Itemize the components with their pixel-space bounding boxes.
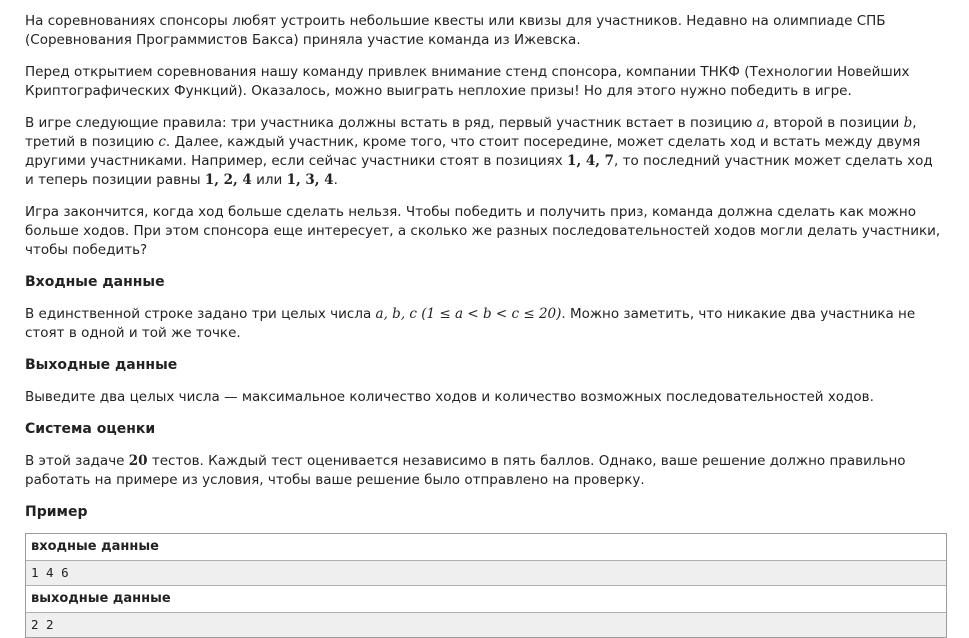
input-text-1: В единственной строке задано три целых числа — [25, 306, 376, 322]
rules-text-5: , то последний участник может сделать ход и теперь позиции равны — [25, 153, 933, 188]
example-output-title: выходные данные — [26, 586, 946, 613]
input-text-2: . Можно заметить, что никакие два участника не стоят в одной и той же точке. — [25, 306, 916, 341]
scoring-paragraph — [25, 452, 945, 490]
tests-count: 20 — [128, 453, 148, 469]
var-b: b — [903, 115, 913, 131]
rules-text-1: В игре следующие правила: три участника должны встать в ряд, первый участник встает в позицию — [25, 115, 757, 131]
scoring-text-2: тестов. Каждый тест оценивается независимо в пять баллов. Однако, ваше решение должно правильно работать на примере из условия, чтобы ваше решение было отправлено на проверку. — [25, 453, 906, 488]
input-vars: a, b, c — [375, 306, 417, 322]
var-c: c — [158, 134, 166, 150]
input-heading: Входные данные — [25, 274, 165, 290]
example-input-value[interactable]: 1 4 6 — [26, 561, 946, 586]
rules-text-3: , третий в позицию — [25, 115, 917, 150]
rules-text-2: , второй в позиции — [764, 115, 904, 131]
goal-paragraph: Игра закончится, когда ход больше сделать нельзя. Чтобы победить и получить приз, команда должна сделать как можно больше ходов. При этом спонсора еще интересует, а сколько же разных последовательностей ходов могли делать участники, чтобы победить? — [25, 204, 941, 258]
output-heading: Выходные данные — [25, 357, 178, 373]
positions-example-2: 1, 2, 4 — [204, 172, 252, 188]
scoring-text-1: В этой задаче — [25, 453, 129, 469]
input-constraint: (1 ≤ a < b < c ≤ 20) — [421, 306, 562, 322]
example-box — [25, 533, 947, 638]
rules-text-7: . — [333, 172, 338, 188]
positions-example-3: 1, 3, 4 — [286, 172, 334, 188]
sponsor-paragraph: Перед открытием соревнования нашу команду привлек внимание стенд спонсора, компании ТНКФ (Технологии Новейших Криптографических Функций). Оказалось, можно выиграть неплохие призы! Но для этого нужно победить в игре. — [25, 64, 910, 99]
output-paragraph: Выведите два целых числа — максимальное количество ходов и количество возможных последовательностей ходов. — [25, 389, 874, 405]
intro-paragraph: На соревнованиях спонсоры любят устроить небольшие квесты или квизы для участников. Недавно на олимпиаде СПБ (Соревнования Программистов Бакса) приняла участие команда из Ижевска. — [25, 13, 886, 48]
example-output-value[interactable]: 2 2 — [26, 613, 946, 637]
rules-text-4: . Далее, каждый участник, кроме того, что стоит посередине, может сделать ход и встать между двумя другими участниками. Например, если сейчас участники стоят в позициях — [25, 134, 921, 169]
example-heading: Пример — [25, 504, 88, 520]
example-input-title: входные данные — [26, 534, 946, 561]
input-paragraph — [25, 305, 945, 343]
rules-text-6: или — [251, 172, 287, 188]
var-a: a — [756, 115, 765, 131]
rules-paragraph — [25, 114, 945, 190]
positions-example-1: 1, 4, 7 — [567, 153, 615, 169]
scoring-heading: Система оценки — [25, 421, 156, 437]
